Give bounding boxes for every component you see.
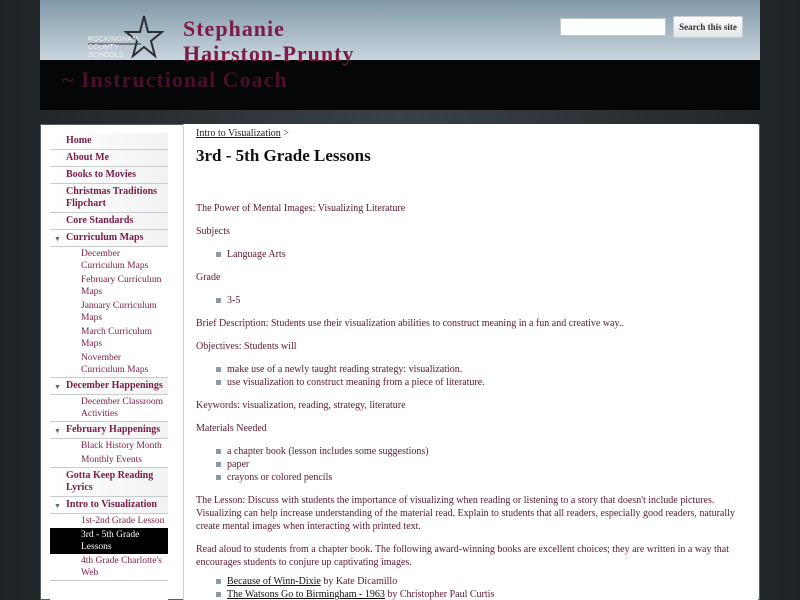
site-header [40,0,760,110]
book-author: by Christopher Paul Curtis [387,589,495,600]
lesson-description: The Lesson: Discuss with students the importance of visualizing when reading or listening to a story that doesn't include pictures. Visualizing can help increase understanding of the material read. Explain to students that all readers, especially good readers, naturally create mental images when interacting with printed text. [196,495,735,532]
bullet-icon [216,367,221,372]
sidebar-subitem-january-maps[interactable]: January Curriculum Maps [81,301,157,323]
grade-text: 3-5 [227,295,241,306]
list-item [216,294,748,307]
material-text: a chapter book (lesson includes some suggestions) [227,446,429,457]
sidebar-subitem-black-history-month[interactable]: Black History Month [81,441,162,451]
main-content [183,124,758,600]
bullet-icon [216,298,221,303]
sidebar-subgroup-december-happenings [50,395,168,422]
sidebar-subitem-december-maps[interactable]: December Curriculum Maps [81,249,149,271]
sidebar-item-label: Intro to Visualization [66,499,157,510]
list-item [216,445,748,458]
sidebar-subitem-december-activities[interactable]: December Classroom Activities [81,397,164,419]
materials-list [196,445,748,484]
bullet-icon [216,449,221,454]
sidebar-item-home[interactable] [50,133,168,150]
sidebar-item-christmas-traditions[interactable] [50,184,168,213]
material-text: paper [227,459,250,470]
materials-label: Materials Needed [196,423,267,434]
site-title[interactable] [183,16,354,66]
subject-text: Language Arts [227,249,286,260]
subjects-list [196,248,748,261]
sidebar-item-label: Gotta Keep Reading Lyrics [66,470,154,493]
list-item [216,588,748,600]
expand-arrow-icon[interactable]: ▼ [54,383,61,391]
sidebar-item-intro-to-visualization[interactable] [50,497,168,514]
expand-arrow-icon[interactable]: ▼ [54,502,61,510]
site-title-line2: Hairston-Prunty [183,41,355,66]
book-author: by Kate Dicamillo [323,576,398,587]
search-button[interactable]: Search this site [673,16,743,38]
objectives-label: Objectives: Students will [196,341,297,352]
expand-arrow-icon[interactable]: ▼ [54,427,61,435]
sidebar-subgroup-february-happenings [50,439,168,468]
sidebar-subitem-november-maps[interactable]: November Curriculum Maps [81,353,149,375]
lesson-heading: The Power of Mental Images: Visualizing Literature [196,203,406,214]
breadcrumb-link-intro[interactable]: Intro to Visualization [196,128,281,139]
objective-text: use visualization to construct meaning from a piece of literature. [227,377,485,388]
grades-list [196,294,748,307]
bullet-icon [216,579,221,584]
books-list [196,575,748,600]
sidebar-item-label: About Me [66,152,110,163]
objective-text: make use of a newly taught reading strategy: visualization. [227,364,463,375]
bullet-icon [216,380,221,385]
sidebar-subitem-march-maps[interactable]: March Curriculum Maps [81,327,152,349]
sidebar-item-gotta-keep-reading[interactable] [50,468,168,497]
logo-text: ROCKINGHAM COUNTY SCHOOLS [88,36,139,59]
site-logo[interactable] [86,14,164,60]
page-title: 3rd - 5th Grade Lessons [196,146,371,165]
bullet-icon [216,592,221,597]
sidebar-item-label: Curriculum Maps [66,232,144,243]
keywords: Keywords: visualization, reading, strategy, literature [196,400,406,411]
site-title-line1: Stephanie [183,16,285,41]
search-input[interactable] [560,18,666,36]
sidebar-subitem-3rd-5th-grade[interactable]: 3rd - 5th Grade Lessons [50,528,168,554]
breadcrumb [196,128,748,140]
grade-label: Grade [196,272,221,283]
sidebar-item-february-happenings[interactable] [50,422,168,439]
list-item [216,363,748,376]
sidebar-subitem-4th-grade-charlottes-web[interactable]: 4th Grade Charlotte's Web [81,556,162,578]
sidebar-item-books-to-movies[interactable] [50,167,168,184]
objectives-list [196,363,748,389]
sidebar-subitem-monthly-events[interactable]: Monthly Events [81,455,142,465]
sidebar-item-label: December Happenings [66,380,163,391]
sidebar-nav [50,133,168,600]
sidebar-item-curriculum-maps[interactable] [50,230,168,247]
list-item [216,458,748,471]
read-aloud-description: Read aloud to students from a chapter book. The following award-winning books are excellent choices; they are written in a way that encourages students to conjure up captivating images. [196,544,729,568]
bullet-icon [216,475,221,480]
list-item [216,376,748,389]
bullet-icon [216,462,221,467]
sidebar-item-about-me[interactable] [50,150,168,167]
sidebar-item-core-standards[interactable] [50,213,168,230]
list-item [216,248,748,261]
sidebar-item-label: Home [66,135,92,146]
nav-list [50,133,168,581]
sidebar-item-label: Christmas Traditions Flipchart [66,186,158,209]
bullet-icon [216,252,221,257]
expand-arrow-icon[interactable]: ▼ [54,235,61,243]
sidebar-subgroup-curriculum-maps [50,247,168,378]
sidebar-item-label: Core Standards [66,215,134,226]
book-link[interactable]: The Watsons Go to Birmingham - 1963 [227,589,385,600]
material-text: crayons or colored pencils [227,472,333,483]
sidebar-subgroup-intro-to-visualization [50,514,168,581]
subjects-label: Subjects [196,226,230,237]
sidebar-item-december-happenings[interactable] [50,378,168,395]
sidebar-subitem-february-maps[interactable]: February Curriculum Maps [81,275,162,297]
sidebar-item-label: Books to Movies [66,169,136,180]
list-item [216,471,748,484]
brief-description: Brief Description: Students use their visualization abilities to construct meaning in a fun and creative way.. [196,318,624,329]
book-link[interactable]: Because of Winn-Dixie [227,576,321,587]
breadcrumb-separator: > [283,128,289,139]
sidebar-subitem-1st-2nd-grade[interactable]: 1st-2nd Grade Lesson [81,516,165,526]
sidebar-item-label: February Happenings [66,424,161,435]
site-subtitle: ~ Instructional Coach [62,67,288,92]
list-item [216,575,748,588]
